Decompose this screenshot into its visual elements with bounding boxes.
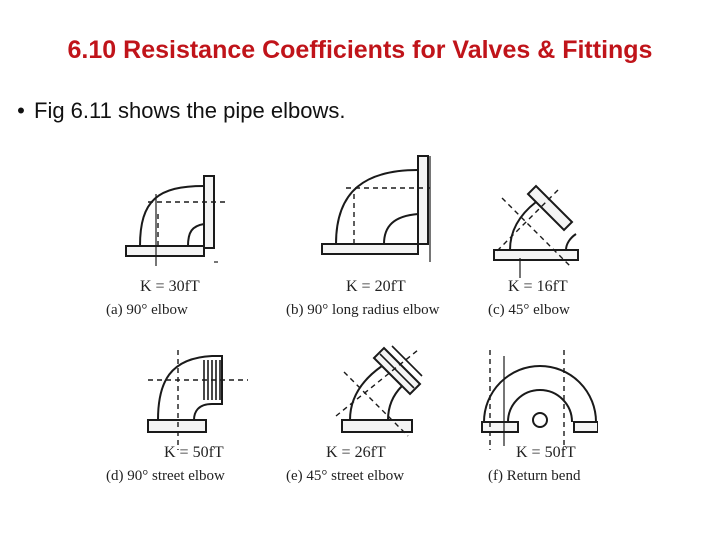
caption-d: (d) 90° street elbow (106, 468, 225, 484)
bullet-text: Fig 6.11 shows the pipe elbows. (34, 98, 346, 123)
elbow-90-drawing (126, 176, 228, 266)
caption-b: (b) 90° long radius elbow (286, 302, 440, 318)
return-bend-drawing (482, 350, 598, 450)
elbow-45-drawing (494, 186, 578, 278)
k-label-e: K = 26fT (326, 444, 386, 461)
caption-f: (f) Return bend (488, 468, 581, 484)
street-elbow-45-drawing (336, 346, 422, 436)
k-label-f: K = 50fT (516, 444, 576, 461)
k-label-a: K = 30fT (140, 278, 200, 295)
bullet-item (8, 98, 345, 124)
caption-e: (e) 45° street elbow (286, 468, 405, 484)
k-label-d: K = 50fT (164, 444, 224, 461)
caption-c: (c) 45° elbow (488, 302, 570, 318)
k-label-c: K = 16fT (508, 278, 568, 295)
caption-a: (a) 90° elbow (106, 302, 188, 318)
k-label-b: K = 20fT (346, 278, 406, 295)
bullet-dot-icon: • (17, 98, 25, 123)
pipe-elbows-figure (106, 150, 598, 490)
pipe-elbows-drawing (118, 150, 598, 490)
street-elbow-90-drawing (148, 350, 248, 450)
slide-title: 6.10 Resistance Coefficients for Valves & Fittings (67, 36, 653, 64)
long-radius-elbow-drawing (322, 156, 430, 262)
